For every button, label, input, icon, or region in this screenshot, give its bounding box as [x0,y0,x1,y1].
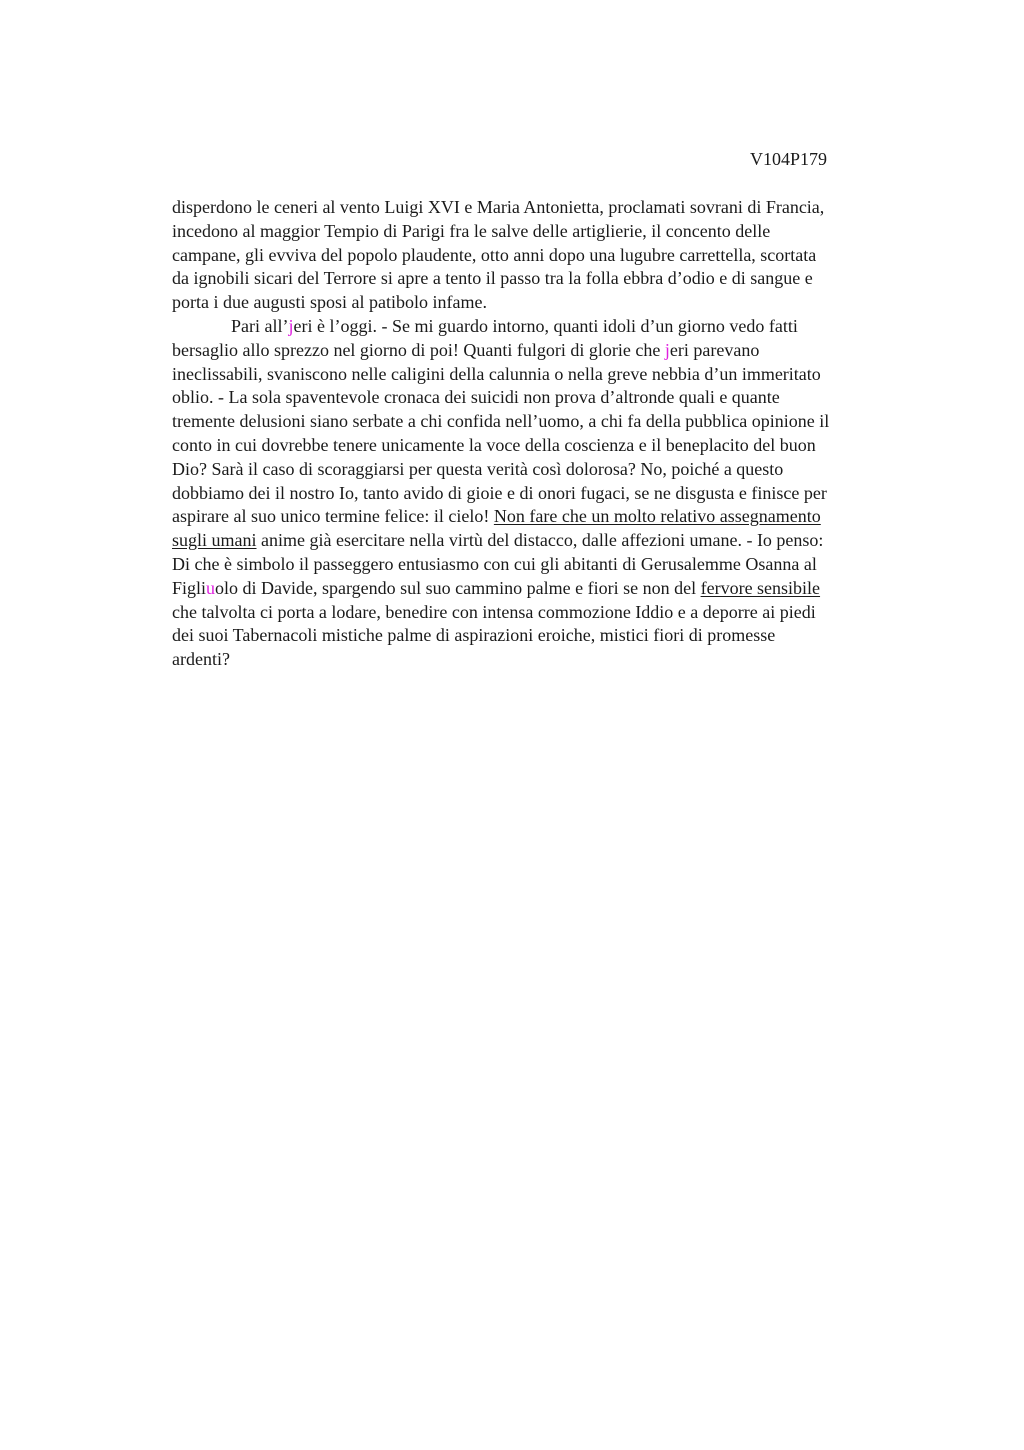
highlighted-letter: j [288,315,294,336]
text-line [172,482,934,506]
text-segment: ardenti? [172,649,230,670]
text-segment: Di che è simbolo il passeggero entusiasmo con cui gli abitanti di Gerusalemme Osanna al [172,553,817,574]
text-segment: Figli [172,577,207,598]
text-line [172,363,934,387]
text-line [172,577,934,601]
text-line [172,339,934,363]
text-line [172,410,934,434]
text-segment: eri è l’oggi. - Se mi guardo intorno, quanti idoli d’un giorno vedo fatti [293,315,798,336]
underlined-text: sugli umani [172,530,257,551]
text-segment: aspirare al suo unico termine felice: il cielo! [172,506,494,527]
text-segment: Dio? Sarà il caso di scoraggiarsi per questa verità così dolorosa? No, poiché a questo [172,458,784,479]
text-segment: anime già esercitare nella virtù del distacco, dalle affezioni umane. - Io penso: [256,530,824,551]
highlighted-letter: j [664,339,670,360]
text-line [172,529,934,553]
text-segment: dobbiamo dei il nostro Io, tanto avido di gioie e di onori fugaci, se ne disgusta e finisce per [172,482,827,503]
text-line [172,601,934,625]
text-segment: dei suoi Tabernacoli mistiche palme di aspirazioni eroiche, mistici fiori di promesse [172,625,776,646]
text-segment: conto in cui dovrebbe tenere unicamente la voce della coscienza e il beneplacito del buon [172,434,816,455]
text-line [172,196,934,220]
underlined-text: Non fare che un molto relativo assegnamento [493,506,821,527]
text-line [172,553,934,577]
text-line [172,624,934,648]
text-segment: porta i due augusti sposi al patibolo infame. [172,292,487,313]
text-line [172,505,934,529]
text-segment: incedono al maggior Tempio di Parigi fra le salve delle artiglierie, il concento delle [172,220,771,241]
text-segment: oblio. - La sola spaventevole cronaca dei suicidi non prova d’altronde quali e quante [172,387,780,408]
text-segment: disperdono le ceneri al vento Luigi XVI e Maria Antonietta, proclamati sovrani di Francia, [172,197,825,217]
text-segment: che talvolta ci porta a lodare, benedire con intensa commozione Iddio e a deporre ai piedi [172,601,816,622]
text-segment: da ignobili sicari del Terrore si apre a tento il passo tra la folla ebbra d’odio e di sangue e [172,268,813,289]
text-line [172,386,934,410]
text-line [172,648,934,672]
text-segment: eri parevano [669,339,760,360]
text-segment: campane, gli evviva del popolo plaudente, otto anni dopo una lugubre carrettella, scortata [172,244,817,265]
text-line [172,220,934,244]
page-code: V104P179 [750,149,828,169]
text-segment: Pari all’ [231,315,289,336]
text-segment: tremente delusioni siano serbate a chi confida nell’uomo, a chi fa della pubblica opinione il [172,411,830,432]
text-line [172,458,934,482]
text-segment: ineclissabili, svaniscono nelle caligini della calunnia o nella greve nebbia d’un immeritato [172,363,821,384]
text-line [172,244,934,268]
text-line [172,434,934,458]
underlined-text: fervore sensibile [700,577,821,598]
highlighted-letter: u [206,577,216,598]
body-text [172,196,934,672]
text-segment: olo di Davide, spargendo sul suo cammino palme e fiori se non del [215,577,701,598]
text-line [172,267,934,291]
text-segment: bersaglio allo sprezzo nel giorno di poi! Quanti fulgori di glorie che [172,339,665,360]
text-line [172,315,934,339]
text-line [172,291,934,315]
